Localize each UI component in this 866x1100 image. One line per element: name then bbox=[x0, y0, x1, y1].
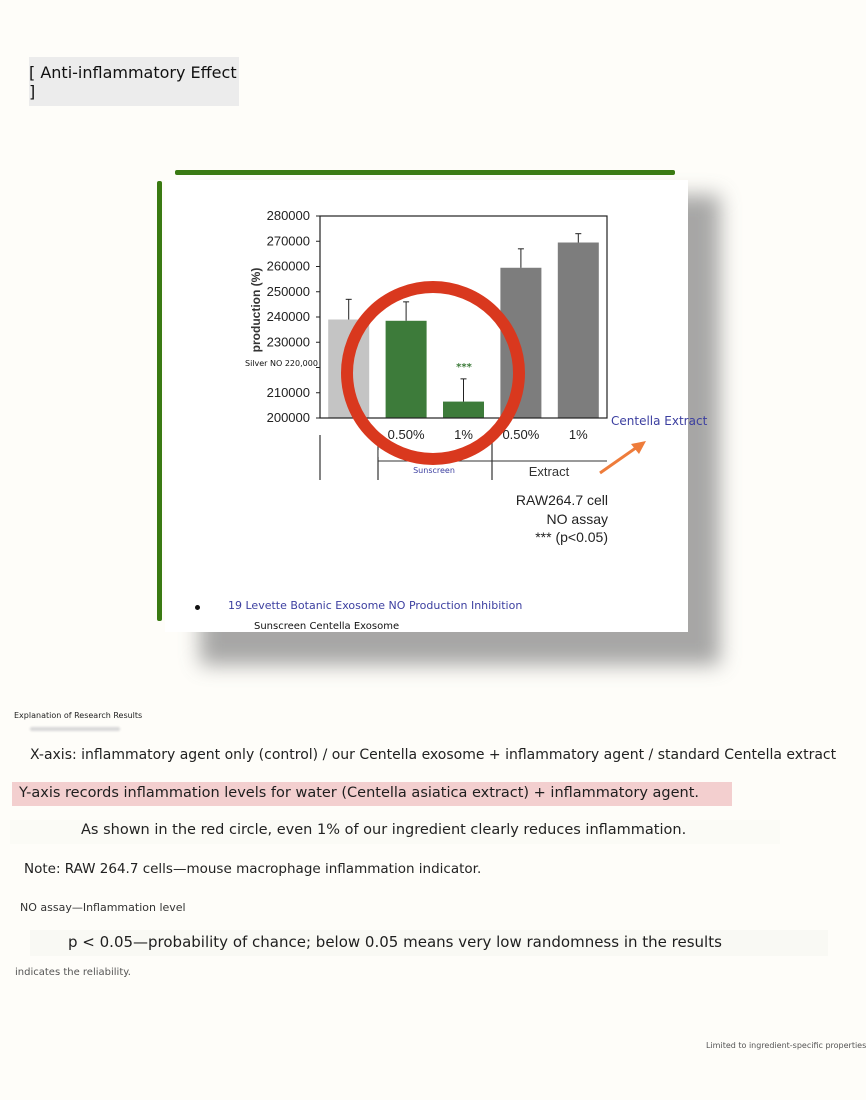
green-accent-top bbox=[175, 170, 675, 175]
side-note: Silver NO 220,000 bbox=[245, 359, 318, 368]
y-axis-explanation: Y-axis records inflammation levels for water (Centella asiatica extract) + inflammatory agent. bbox=[19, 785, 699, 801]
bar bbox=[443, 402, 484, 418]
reliability-note: indicates the reliability. bbox=[15, 967, 131, 978]
y-tick-label: 270000 bbox=[266, 233, 310, 249]
x-tick-label: 1% bbox=[568, 427, 588, 442]
section-title: [ Anti-inflammatory Effect ] bbox=[29, 57, 239, 106]
group-label-extract: Extract bbox=[528, 464, 570, 479]
arrow-head-icon bbox=[631, 441, 646, 454]
bullet-icon bbox=[195, 605, 200, 610]
y-tick-label: 250000 bbox=[266, 283, 310, 299]
y-tick-label: 240000 bbox=[266, 309, 310, 324]
y-tick-label: 210000 bbox=[266, 384, 310, 400]
chart-figure bbox=[165, 180, 708, 632]
bar bbox=[558, 243, 599, 418]
heading-underline bbox=[30, 727, 120, 731]
assay-line-3: *** (p<0.05) bbox=[535, 529, 608, 545]
green-accent-left bbox=[157, 181, 162, 621]
x-axis-explanation: X-axis: inflammatory agent only (control) / our Centella exosome + inflammatory agent / standard Centella extract bbox=[30, 747, 837, 763]
bar bbox=[386, 321, 427, 418]
cell-note: Note: RAW 264.7 cells—mouse macrophage inflammation indicator. bbox=[24, 861, 482, 877]
bar-chart bbox=[165, 180, 708, 632]
assay-line-2: NO assay bbox=[546, 511, 608, 527]
y-tick-label: 260000 bbox=[266, 258, 310, 274]
disclaimer: Limited to ingredient-specific properties bbox=[706, 1041, 866, 1050]
x-tick-label: 0.50% bbox=[502, 427, 540, 442]
centella-extract-label: Centella Extract bbox=[611, 414, 708, 428]
y-tick-label: 200000 bbox=[266, 410, 310, 425]
y-axis-label: production (%) bbox=[249, 267, 263, 353]
x-tick-label: 1% bbox=[454, 427, 473, 442]
y-tick-label: 230000 bbox=[266, 334, 310, 350]
red-circle-explanation: As shown in the red circle, even 1% of our ingredient clearly reduces inflammation. bbox=[81, 822, 687, 838]
assay-line-1: RAW264.7 cell bbox=[515, 492, 608, 508]
y-axis-explanation-highlight bbox=[12, 782, 732, 806]
group-label-exosome: Levette Botanic Exoso bbox=[377, 449, 489, 460]
p-value-row bbox=[30, 930, 828, 956]
figure-caption-sub: Sunscreen Centella Exosome bbox=[254, 621, 400, 632]
red-circle-explanation-row bbox=[10, 820, 780, 844]
significance-stars: *** bbox=[456, 362, 472, 373]
highlight-circle bbox=[347, 287, 519, 459]
figure-caption: 19 Levette Botanic Exosome NO Production Inhibition bbox=[228, 599, 523, 612]
group-label-sunscreen: Sunscreen bbox=[413, 466, 455, 475]
no-assay-note: NO assay—Inflammation level bbox=[20, 901, 186, 914]
x-tick-label: 0.50% bbox=[387, 427, 425, 442]
arrow-icon bbox=[600, 445, 640, 473]
p-value-explanation: p < 0.05—probability of chance; below 0.05 means very low randomness in the results bbox=[68, 933, 722, 951]
explanation-heading: Explanation of Research Results bbox=[14, 711, 143, 720]
y-tick-label: 280000 bbox=[266, 208, 310, 223]
